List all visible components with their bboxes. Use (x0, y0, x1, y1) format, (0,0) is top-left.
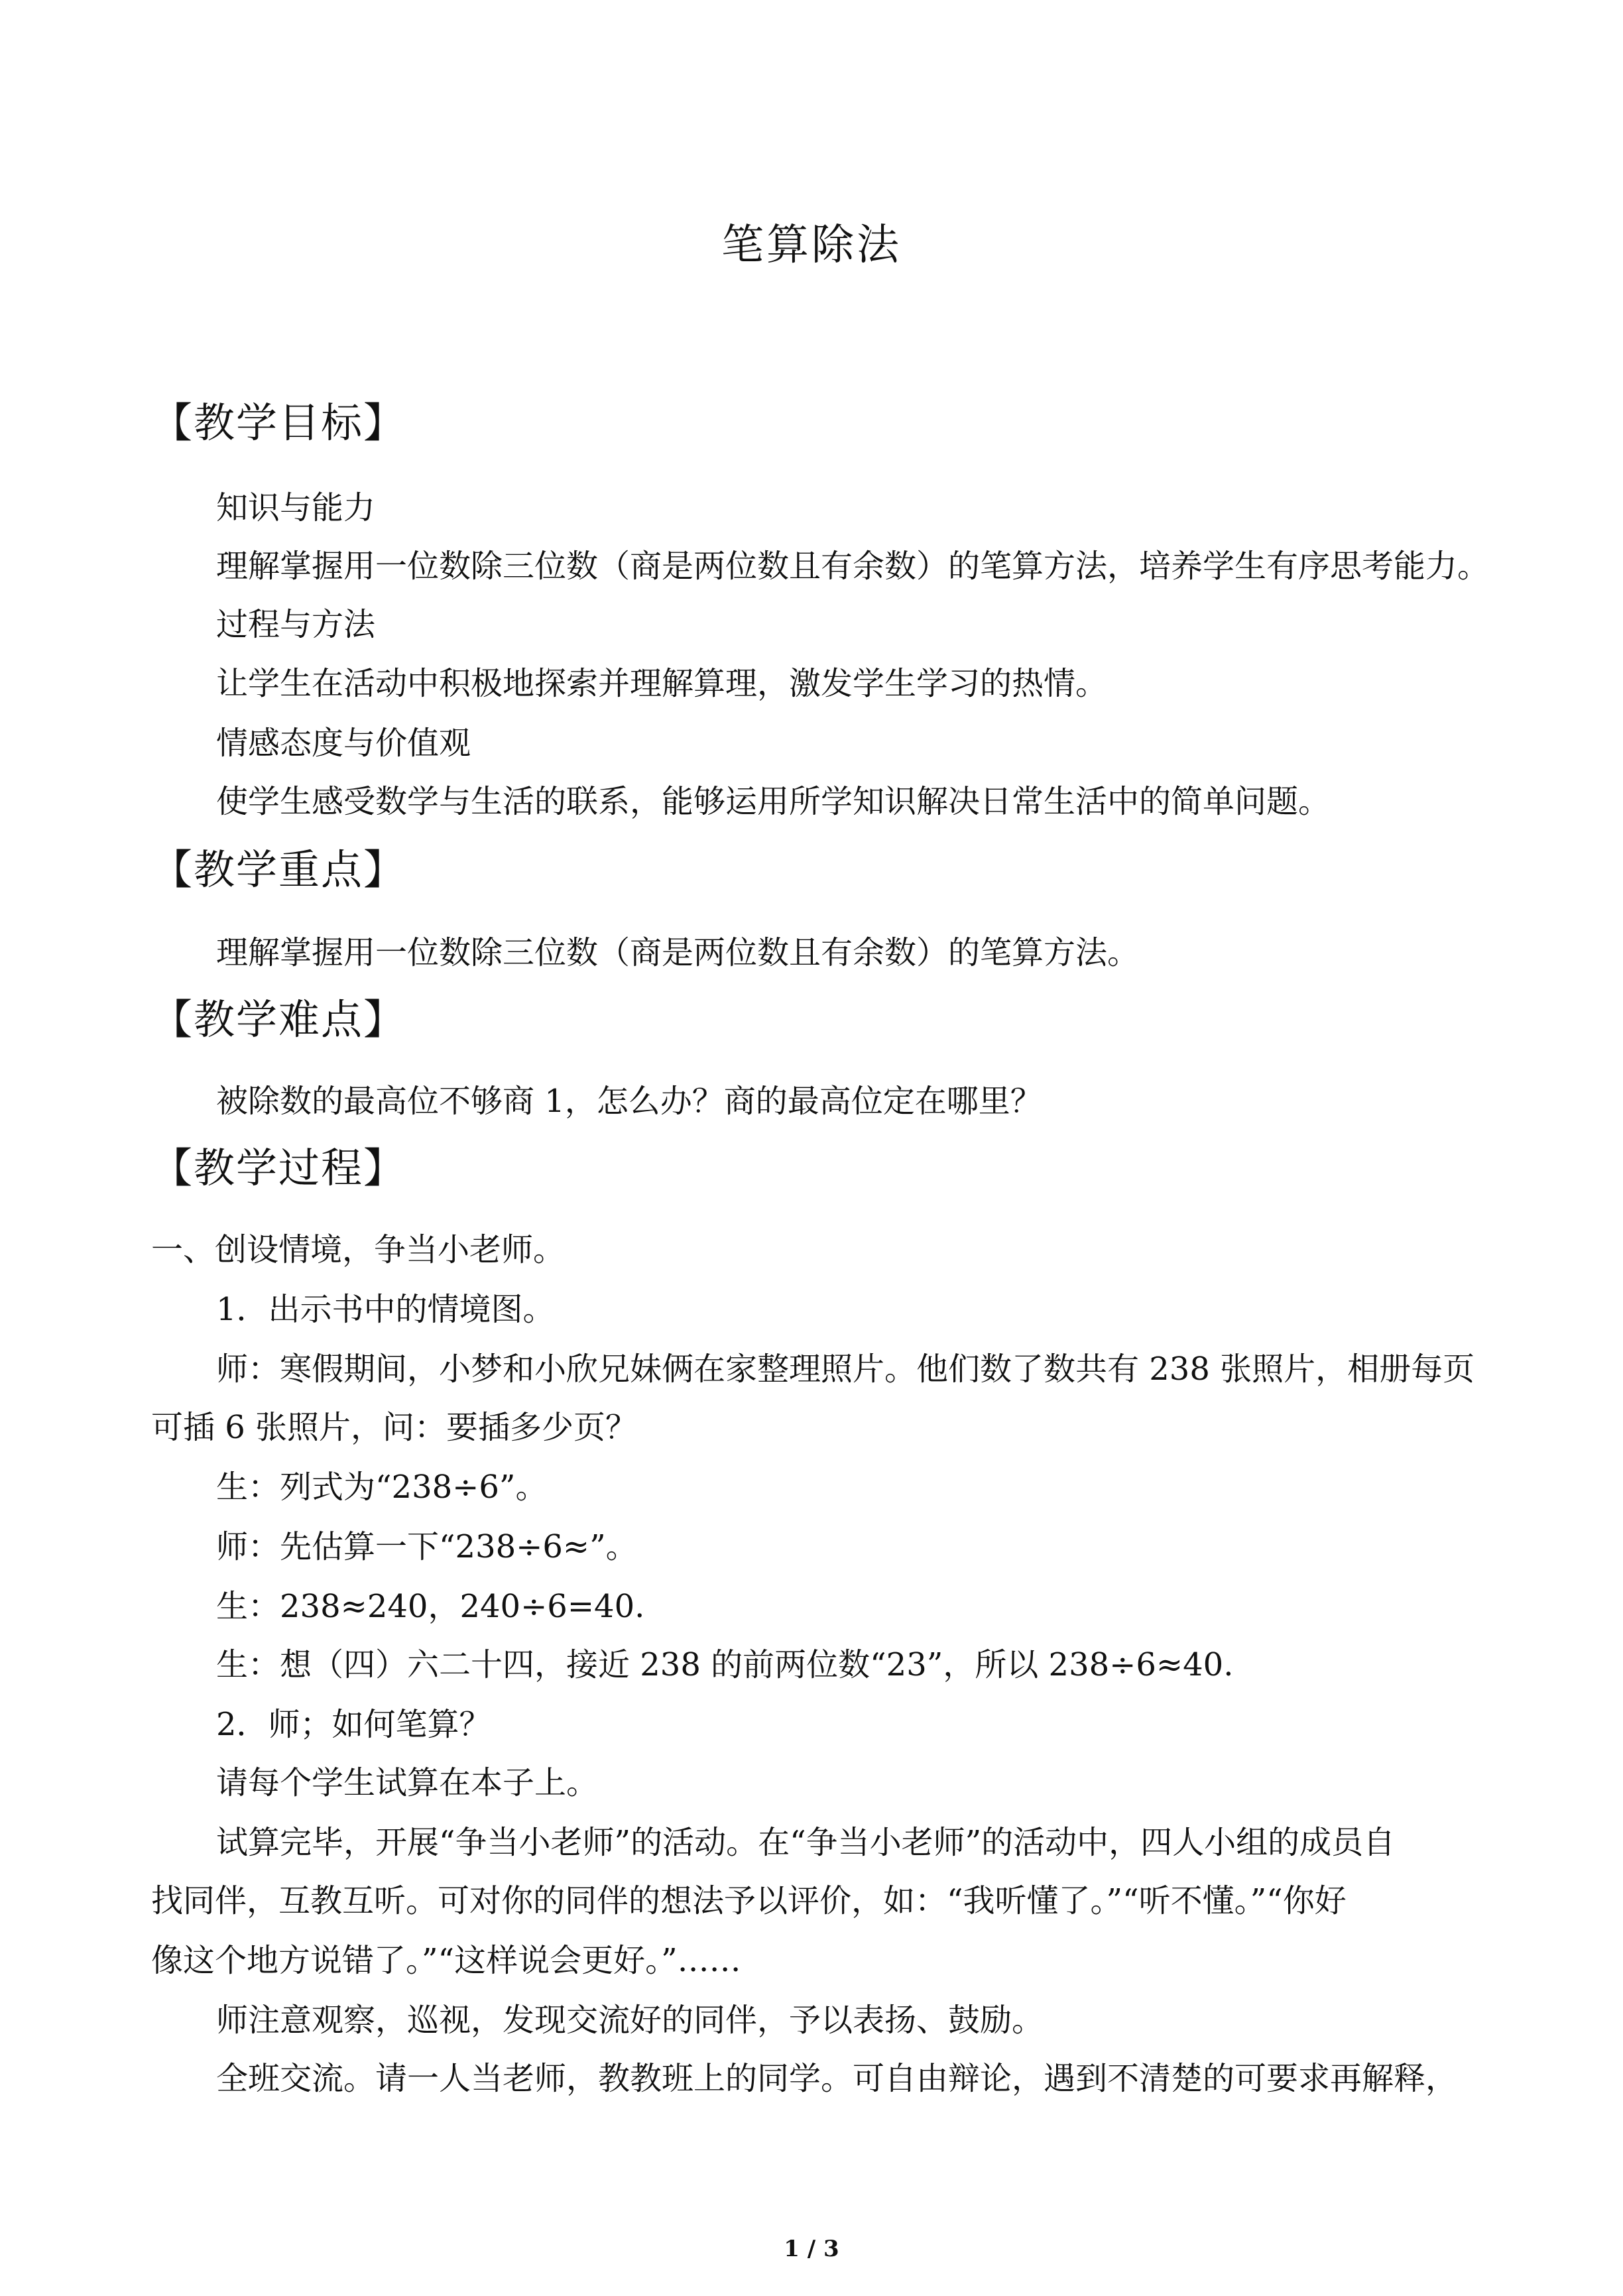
goal-emotion-label: 情感态度与价值观 (216, 725, 471, 762)
student-line-2: 生：238≈240，240÷6=40. (216, 1588, 645, 1625)
document-title: 笔算除法 (721, 221, 902, 270)
instruction-line: 请每个学生试算在本子上。 (216, 1764, 599, 1801)
teacher-line-1: 师：寒假期间，小梦和小欣兄妹俩在家整理照片。他们数了数共有 238 张照片，相册每页 (216, 1351, 1475, 1388)
activity-line-2: 找同伴，互教互听。可对你的同伴的想法予以评价，如：“我听懂了。”“听不懂。”“你好 (151, 1882, 1347, 1919)
teacher-line-3: 师：先估算一下“238÷6≈”。 (216, 1528, 638, 1565)
student-line-1: 生：列式为“238÷6”。 (216, 1469, 548, 1506)
process-step1: 1．出示书中的情境图。 (216, 1291, 555, 1328)
activity-line-1: 试算完毕，开展“争当小老师”的活动。在“争当小老师”的活动中，四人小组的成员自 (216, 1824, 1396, 1861)
process-part1: 一、创设情境，争当小老师。 (151, 1231, 566, 1268)
difficulty-text: 被除数的最高位不够商 1，怎么办？商的最高位定在哪里？ (216, 1083, 1042, 1120)
activity-line-3: 像这个地方说错了。”“这样说会更好。”…… (151, 1942, 741, 1979)
teacher-line-2: 可插 6 张照片，问：要插多少页？ (151, 1409, 638, 1446)
goal-emotion-text: 使学生感受数学与生活的联系，能够运用所学知识解决日常生活中的简单问题。 (216, 783, 1331, 820)
goal-knowledge-text: 理解掌握用一位数除三位数（商是两位数且有余数）的笔算方法，培养学生有序思考能力。 (216, 548, 1490, 585)
goal-process-text: 让学生在活动中积极地探索并理解算理，激发学生学习的热情。 (216, 665, 1108, 702)
goals-heading: 【教学目标】 (151, 398, 406, 447)
page-number: 1 / 3 (784, 2236, 839, 2262)
exchange-line: 全班交流。请一人当老师，教教班上的同学。可自由辩论，遇到不清楚的可要求再解释， (216, 2060, 1458, 2097)
key-heading: 【教学重点】 (151, 845, 406, 894)
observe-line: 师注意观察，巡视，发现交流好的同伴，予以表扬、鼓励。 (216, 2002, 1044, 2039)
goal-process-label: 过程与方法 (216, 606, 376, 643)
key-text: 理解掌握用一位数除三位数（商是两位数且有余数）的笔算方法。 (216, 934, 1140, 971)
student-line-3: 生：想（四）六二十四，接近 238 的前两位数“23”，所以 238÷6≈40. (216, 1646, 1234, 1683)
process-heading: 【教学过程】 (151, 1144, 406, 1192)
goal-knowledge-label: 知识与能力 (216, 489, 376, 526)
difficulty-heading: 【教学难点】 (151, 995, 406, 1044)
process-step2: 2．师；如何笔算？ (216, 1706, 491, 1743)
